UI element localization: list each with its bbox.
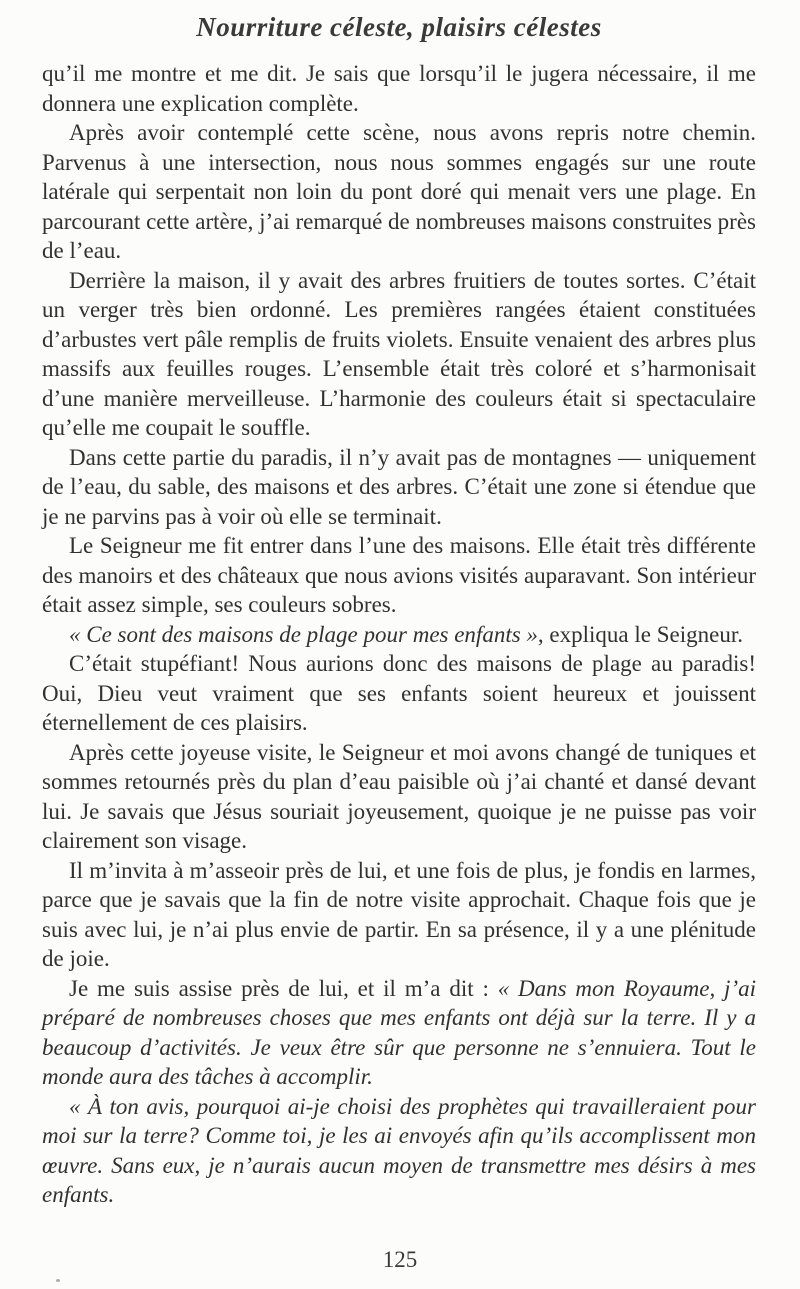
- page-body: [42, 59, 756, 1210]
- paragraph: [42, 443, 756, 532]
- body-text: C’était stupéfiant! Nous aurions donc des maisons de plage au paradis! Oui, Dieu veut vraiment que ses enfants soient heureux et jouissent éternellement de ces plaisirs.: [42, 651, 756, 735]
- page-number: 125: [382, 1247, 418, 1272]
- running-head: Nourriture céleste, plaisirs célestes: [196, 12, 602, 42]
- body-text: , expliqua le Seigneur.: [537, 621, 743, 647]
- paragraph: [42, 118, 756, 266]
- paragraph: [42, 1092, 756, 1210]
- quote-text: « À ton avis, pourquoi ai-je choisi des prophètes qui travailleraient pour moi sur la terre? Comme toi, je les ai envoyés afin qu’ils accomplissent mon œuvre. Sans eux, je n’aurais aucun moyen de transmettre mes désirs à mes enfants.: [42, 1093, 756, 1207]
- body-text: Je me suis assise près de lui, et il m’a dit :: [69, 975, 498, 1001]
- body-text: Derrière la maison, il y avait des arbres fruitiers de toutes sortes. C’était un verger très bien ordonné. Les premières rangées étaient constituées d’arbustes vert pâle remplis de fruits violets. Ensuite venaient des arbres plus massifs aux feuilles rouges. L’ensemble était très coloré et s’harmonisait d’une manière merveilleuse. L’harmonie des couleurs était si spectaculaire qu’elle me coupait le souffle.: [42, 267, 756, 440]
- scan-speck-artifact: [56, 1279, 60, 1282]
- body-text: qu’il me montre et me dit. Je sais que lorsqu’il le jugera nécessaire, il me donnera une explication complète.: [42, 61, 756, 116]
- paragraph: [42, 620, 756, 650]
- body-text: Le Seigneur me fit entrer dans l’une des maisons. Elle était très différente des manoirs et des châteaux que nous avions visités auparavant. Son intérieur était assez simple, ses couleurs sobres.: [42, 533, 756, 617]
- paragraph: [42, 59, 756, 118]
- body-text: Après cette joyeuse visite, le Seigneur et moi avons changé de tuniques et sommes retournés près du plan d’eau paisible où j’ai chanté et dansé devant lui. Je savais que Jésus souriait joyeusement, quoique je ne puisse pas voir clairement son visage.: [42, 739, 756, 853]
- paragraph: [42, 856, 756, 974]
- paragraph: [42, 738, 756, 856]
- body-text: Après avoir contemplé cette scène, nous avons repris notre chemin. Parvenus à une intersection, nous nous sommes engagés sur une route latérale qui serpentait non loin du pont doré qui menait vers une plage. En parcourant cette artère, j’ai remarqué de nombreuses maisons construites près de l’eau.: [42, 120, 756, 263]
- paragraph: [42, 266, 756, 443]
- paragraph: [42, 531, 756, 620]
- paragraph: [42, 974, 756, 1092]
- body-text: Dans cette partie du paradis, il n’y avait pas de montagnes — uniquement de l’eau, du sable, des maisons et des arbres. C’était une zone si étendue que je ne parvins pas à voir où elle se terminait.: [42, 444, 756, 529]
- quote-text: « Ce sont des maisons de plage pour mes enfants »: [69, 621, 538, 647]
- quote-text: « Dans mon Royaume, j’ai préparé de nombreuses choses que mes enfants ont déjà sur la terre. Il y a beaucoup d’activités. Je veux être sûr que personne ne s’ennuiera. Tout le monde aura des tâches à accomplir.: [42, 975, 756, 1089]
- body-text: Il m’invita à m’asseoir près de lui, et une fois de plus, je fondis en larmes, parce que je savais que la fin de notre visite approchait. Chaque fois que je suis avec lui, je n’ai plus envie de partir. En sa présence, il y a une plénitude de joie.: [42, 857, 756, 971]
- paragraph: [42, 649, 756, 738]
